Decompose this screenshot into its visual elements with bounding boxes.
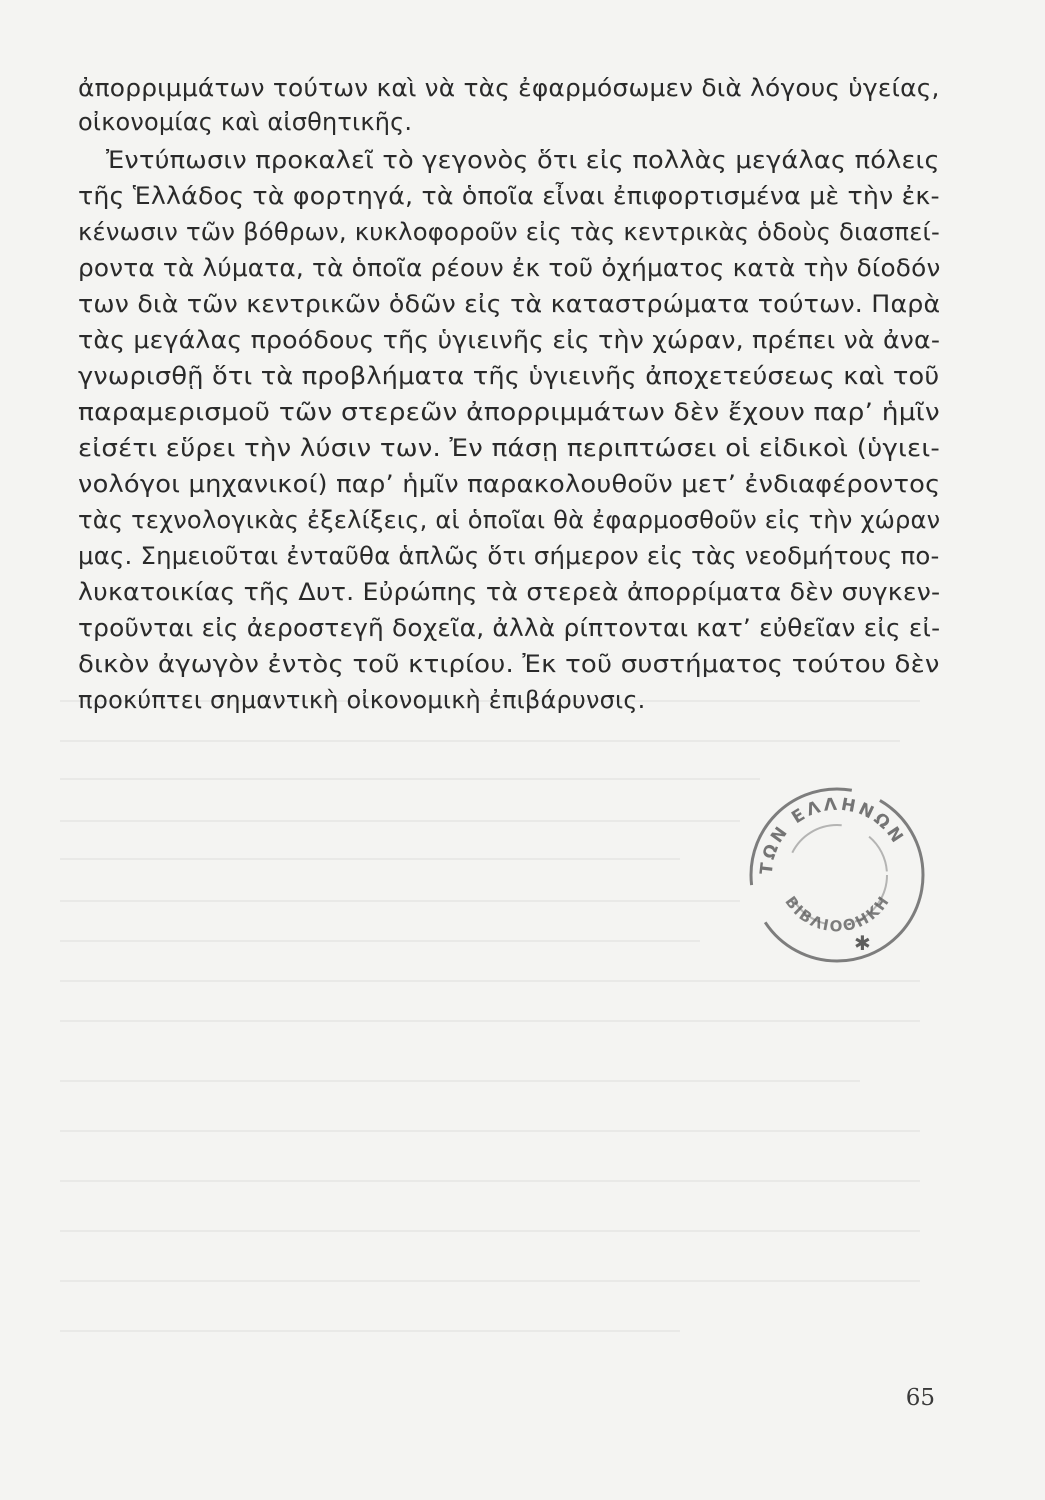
text-line: παραμερισμοῦ τῶν στερεῶν ἀπορριμμάτων δὲν ἔχουν παρ’ ἡμῖν (78, 398, 940, 426)
text-line: ροντα τὰ λύματα, τὰ ὁποῖα ρέουν ἐκ τοῦ ὀχήματος κατὰ τὴν δίοδόν (78, 254, 941, 282)
bleed-through-line (60, 778, 760, 780)
text-line: οἰκονομίας καὶ αἰσθητικῆς. (78, 108, 413, 136)
text-line: ἀπορριμμάτων τούτων καὶ νὰ τὰς ἐφαρμόσωμεν διὰ λόγους ὑγείας, (78, 74, 940, 102)
text-line: δικὸν ἀγωγὸν ἐντὸς τοῦ κτιρίου. Ἐκ τοῦ συστήματος τούτου δὲν (78, 650, 940, 678)
text-line: εἰσέτι εὕρει τὴν λύσιν των. Ἐν πάσῃ περιπτώσει οἱ εἰδικοὶ (ὑγιει- (78, 434, 941, 462)
text-line: κένωσιν τῶν βόθρων, κυκλοφοροῦν εἰς τὰς κεντρικὰς ὁδοὺς διασπεί- (78, 218, 940, 246)
stamp-star-icon: ✱ (854, 931, 871, 955)
text-line: γνωρισθῇ ὅτι τὰ προβλήματα τῆς ὑγιεινῆς ἀποχετεύσεως καὶ τοῦ (78, 362, 940, 390)
bleed-through-line (60, 1330, 680, 1332)
text-line: τῆς Ἑλλάδος τὰ φορτηγά, τὰ ὁποῖα εἶναι ἐπιφορτισμένα μὲ τὴν ἐκ- (78, 182, 940, 210)
bleed-through-line (60, 1180, 920, 1182)
bleed-through-line (60, 980, 920, 982)
text-line: λυκατοικίας τῆς Δυτ. Εὐρώπης τὰ στερεὰ ἀπορρίματα δὲν συγκεν- (78, 578, 941, 606)
bleed-through-line (60, 1080, 860, 1082)
text-line: τροῦνται εἰς ἀεροστεγῆ δοχεῖα, ἀλλὰ ρίπτονται κατ’ εὐθεῖαν εἰς εἰ- (78, 614, 941, 642)
text-line: των διὰ τῶν κεντρικῶν ὁδῶν εἰς τὰ καταστρώματα τούτων. Παρὰ (78, 290, 941, 318)
bleed-through-line (60, 1280, 920, 1282)
text-line: νολόγοι μηχανικοί) παρ’ ἡμῖν παρακολουθοῦν μετ’ ἐνδιαφέροντος (78, 470, 941, 498)
bleed-through-line (60, 1130, 920, 1132)
bleed-through-line (60, 858, 680, 860)
text-line: προκύπτει σημαντικὴ οἰκονομικὴ ἐπιβάρυνσις. (78, 686, 646, 714)
text-line: μας. Σημειοῦται ἐνταῦθα ἁπλῶς ὅτι σήμερον εἰς τὰς νεοδμήτους πο- (78, 542, 940, 570)
bleed-through-line (60, 1230, 920, 1232)
text-line: τὰς μεγάλας προόδους τῆς ὑγιεινῆς εἰς τὴν χώραν, πρέπει νὰ ἀνα- (78, 326, 941, 354)
text-line: Ἐντύπωσιν προκαλεῖ τὸ γεγονὸς ὅτι εἰς πολλὰς μεγάλας πόλεις (106, 146, 940, 174)
bleed-through-line (60, 740, 900, 742)
stamp-text-bottom: ΒΙΒΛΙΟΘΗΚΗ (781, 891, 894, 936)
library-stamp (742, 780, 932, 970)
bleed-through-line (60, 1020, 920, 1022)
bleed-through-line (60, 900, 740, 902)
bleed-through-line (60, 820, 740, 822)
stamp-text-top: ΤΩΝ ΕΛΛΗΝΩΝ (756, 794, 909, 876)
bleed-through-line (60, 940, 700, 942)
text-line: τὰς τεχνολογικὰς ἐξελίξεις, αἱ ὁποῖαι θὰ ἐφαρμοσθοῦν εἰς τὴν χώραν (78, 506, 941, 534)
page-number: 65 (905, 1385, 935, 1411)
